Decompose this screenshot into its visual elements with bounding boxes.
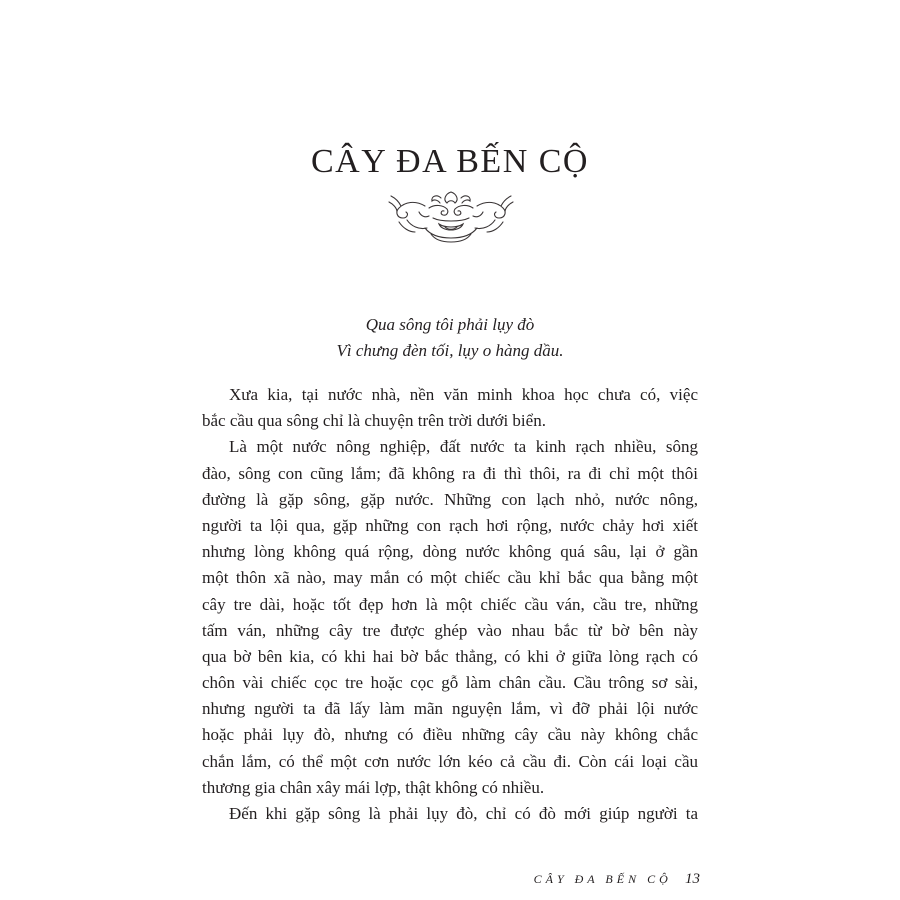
body-line: bắc cầu qua sông chỉ là chuyện trên trời dưới biển. (202, 411, 546, 431)
body-line: nhưng người ta đã lấy làm mãn nguyện lắm, vì đỡ phải lội nước (202, 699, 698, 719)
body-line: đường là gặp sông, gặp nước. Những con lạch nhỏ, nước nông, (202, 489, 698, 509)
page-number: 13 (685, 871, 700, 887)
body-text (202, 382, 698, 827)
body-line: tấm ván, những cây tre được ghép vào nhau bắc từ bờ bên này (202, 620, 698, 640)
body-line: người ta lội qua, gặp những con rạch hơi rộng, nước chảy hơi xiết (202, 515, 698, 535)
body-line: Là một nước nông nghiệp, đất nước ta kinh rạch nhiều, sông (229, 437, 698, 457)
body-line: Đến khi gặp sông là phải lụy đò, chỉ có đò mới giúp người ta (229, 804, 698, 823)
running-head: CÂY ĐA BẾN CỘ (533, 872, 672, 886)
body-line: thương gia chân xây mái lợp, thật không có nhiều. (202, 777, 545, 797)
epigraph-line: Qua sông tôi phải lụy đò (365, 315, 535, 334)
epigraph-line: Vì chưng đèn tối, lụy o hàng dầu. (336, 341, 564, 360)
body-line: nhưng lòng không quá rộng, dòng nước không quá sâu, lại ở gần (202, 542, 698, 562)
body-line: đào, sông con cũng lắm; đã không ra đi thì thôi, ra đi chỉ một thôi (202, 463, 698, 483)
chapter-title: CÂY ĐA BẾN CỘ (311, 143, 589, 180)
body-line: cây tre dài, hoặc tốt đẹp hơn là một chiếc cầu ván, cầu tre, những (202, 594, 698, 614)
body-line: qua bờ bên kia, có khi hai bờ bắc thẳng, có khi ở giữa lòng rạch có (202, 646, 698, 666)
body-line: chôn vài chiếc cọc tre hoặc cọc gỗ làm chân cầu. Cầu trông sơ sài, (202, 673, 698, 693)
body-line: một thôn xã nào, may mắn có một chiếc cầu khỉ bắc qua bằng một (202, 568, 698, 588)
body-line: chắn lắm, có thể một cơn nước lớn kéo cả cầu đi. Còn cái loại cầu (202, 751, 698, 771)
page-footer (450, 870, 700, 888)
body-line: Xưa kia, tại nước nhà, nền văn minh khoa học chưa có, việc (229, 385, 698, 404)
lotus-cloud-ornament-icon (385, 188, 517, 244)
epigraph (200, 312, 700, 364)
body-line: hoặc phải lụy đò, nhưng có điều những cây cầu này không chắc (202, 725, 698, 745)
